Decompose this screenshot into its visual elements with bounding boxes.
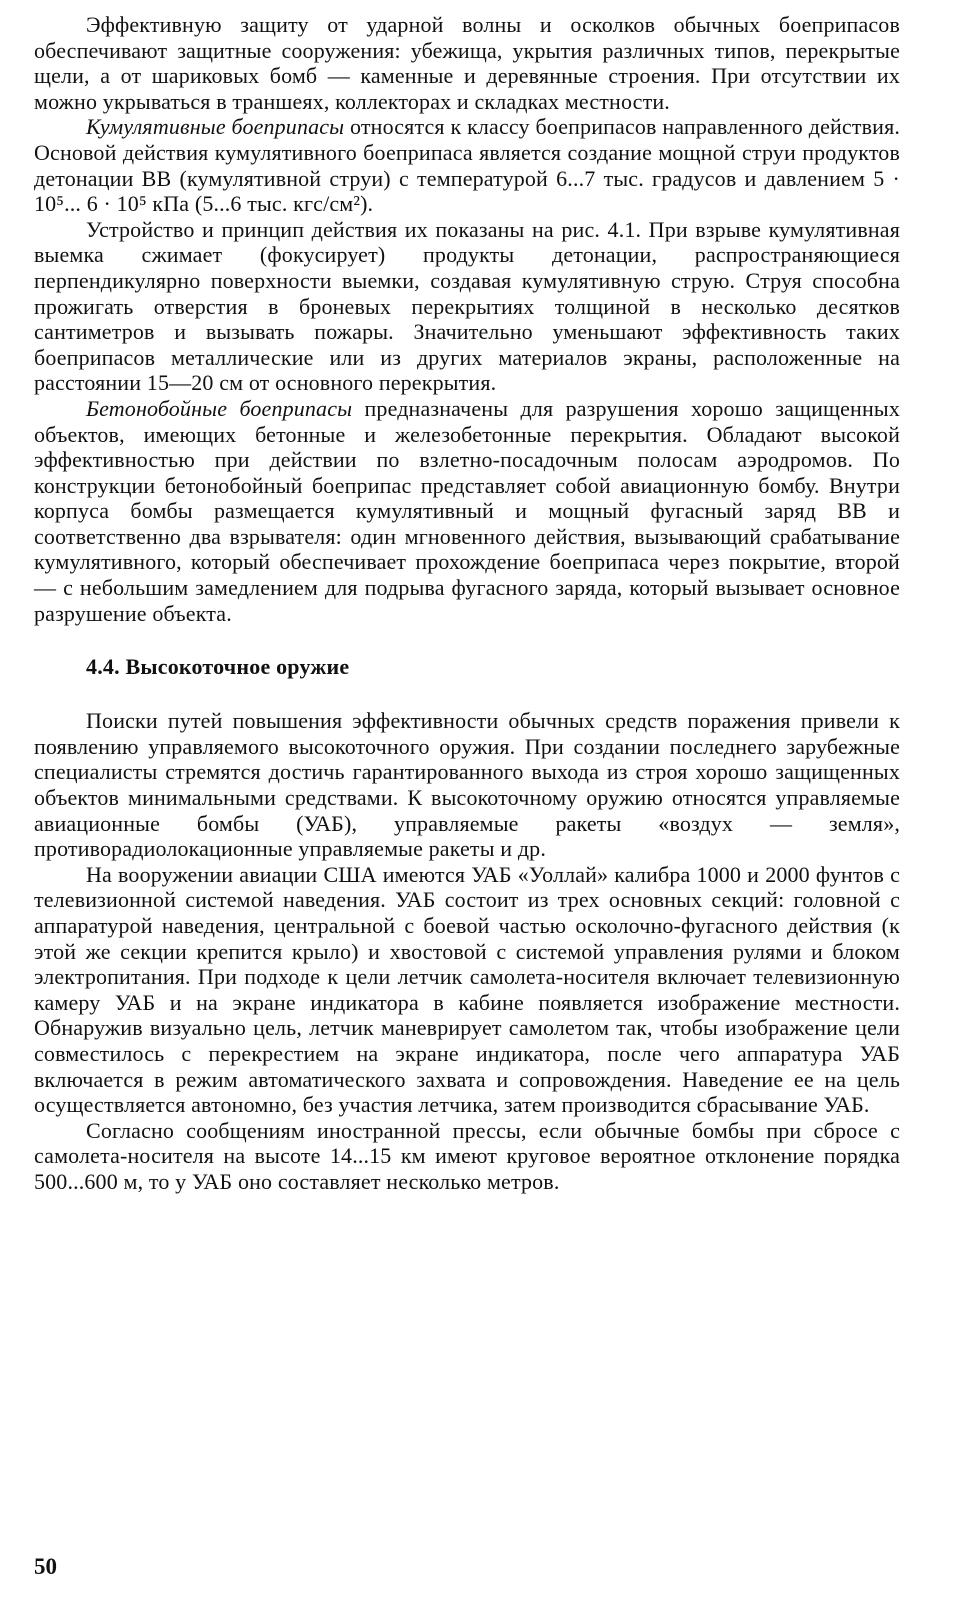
term-cumulative-munitions: Кумулятивные боеприпасы <box>86 114 345 140</box>
paragraph-us-bombs-text: На вооружении авиации США имеются УАБ «Уоллай» калибра 1000 и 2000 фунтов с телевизионной системой наведения. УАБ состоит из трех основных секций: головной с аппаратурой наведения, центральной с боевой частью осколочно-фугасного действия (к этой же секции крепится крыло) и хвостовой с системой управления рулями и блоком электропитания. При подходе к цели летчик самолета-носителя включает телевизионную камеру УАБ и на экране индикатора в кабине появляется изображение местности. Обнаружив визуально цель, летчик маневрирует самолетом так, чтобы изображение цели совместилось с перекрестием на экране индикатора, после чего аппаратура УАБ включается в режим автоматического захвата и сопровождения. Наведение ее на цель осуществляется автономно, без участия летчика, затем производится сбрасывание УАБ. <box>34 861 900 1118</box>
paragraph-concrete-text: предназначены для разрушения хорошо защищенных объектов, имеющих бетонные и железобетонные перекрытия. Обладают высокой эффективностью при действии по взлетно-посадочным полосам аэродромов. По конструкции бетонобойный боеприпас представляет собой авиационную бомбу. Внутри корпуса бомбы размещается кумулятивный и мощный фугасный заряд ВВ и соответственно два взрывателя: один мгновенного действия, вызывающий срабатывание кумулятивного, который обеспечивает прохождение боеприпаса через покрытие, второй — с небольшим замедлением для подрыва фугасного заряда, который вызывает основное разрушение объекта. <box>34 395 900 626</box>
paragraph-press-text: Согласно сообщениям иностранной прессы, если обычные бомбы при сбросе с самолета-носителя на высоте 14...15 км имеют круговое вероятное отклонение порядка 500...600 м, то у УАБ оно составляет несколько метров. <box>34 1117 900 1194</box>
document-page <box>34 12 900 1195</box>
paragraph-search-text: Поиски путей повышения эффективности обычных средств поражения привели к появлению управляемого высокоточного оружия. При создании последнего зарубежные специалисты стремятся достичь гарантированного выхода из строя хорошо защищенных объектов минимальными средствами. К высокоточному оружию относятся управляемые авиационные бомбы (УАБ), управляемые ракеты «воздух — земля», противорадиолокационные управляемые ракеты и др. <box>34 708 900 862</box>
term-concrete-piercing: Бетонобойные боеприпасы <box>86 395 353 421</box>
paragraph-foreign-press <box>34 1118 900 1195</box>
paragraph-search-efficiency <box>34 708 900 862</box>
section-heading-high-precision: 4.4. Высокоточное оружие <box>86 654 350 680</box>
paragraph-protection <box>34 12 900 114</box>
paragraph-protection-text: Эффективную защиту от ударной волны и осколков обычных боеприпасов обеспечивают защитные сооружения: убежища, укрытия различных типов, перекрытые щели, а от шариковых бомб — каменные и деревянные строения. При отсутствии их можно укрываться в траншеях, коллекторах и складках местности. <box>34 12 900 114</box>
page-number: 50 <box>34 1554 57 1579</box>
paragraph-cumulative-munitions <box>34 114 900 216</box>
paragraph-us-guided-bombs <box>34 862 900 1118</box>
paragraph-concrete-piercing <box>34 396 900 626</box>
paragraph-cumulative-text: относятся к классу боеприпасов направленного действия. Основой действия кумулятивного боеприпаса является создание мощной струи продуктов детонации ВВ (кумулятивной струи) с температурой 6...7 тыс. градусов и давлением 5 · 10⁵... 6 · 10⁵ кПа (5...6 тыс. кгс/см²). <box>34 114 900 217</box>
paragraph-device-text: Устройство и принцип действия их показаны на рис. 4.1. При взрыве кумулятивная выемка сжимает (фокусирует) продукты детонации, распространяющиеся перпендикулярно поверхности выемки, создавая кумулятивную струю. Струя способна прожигать отверстия в броневых перекрытиях толщиной в несколько десятков сантиметров и вызывать пожары. Значительно уменьшают эффективность таких боеприпасов металлические или из других материалов экраны, расположенные на расстоянии 15—20 см от основного перекрытия. <box>34 216 900 396</box>
paragraph-device-principle <box>34 217 900 396</box>
